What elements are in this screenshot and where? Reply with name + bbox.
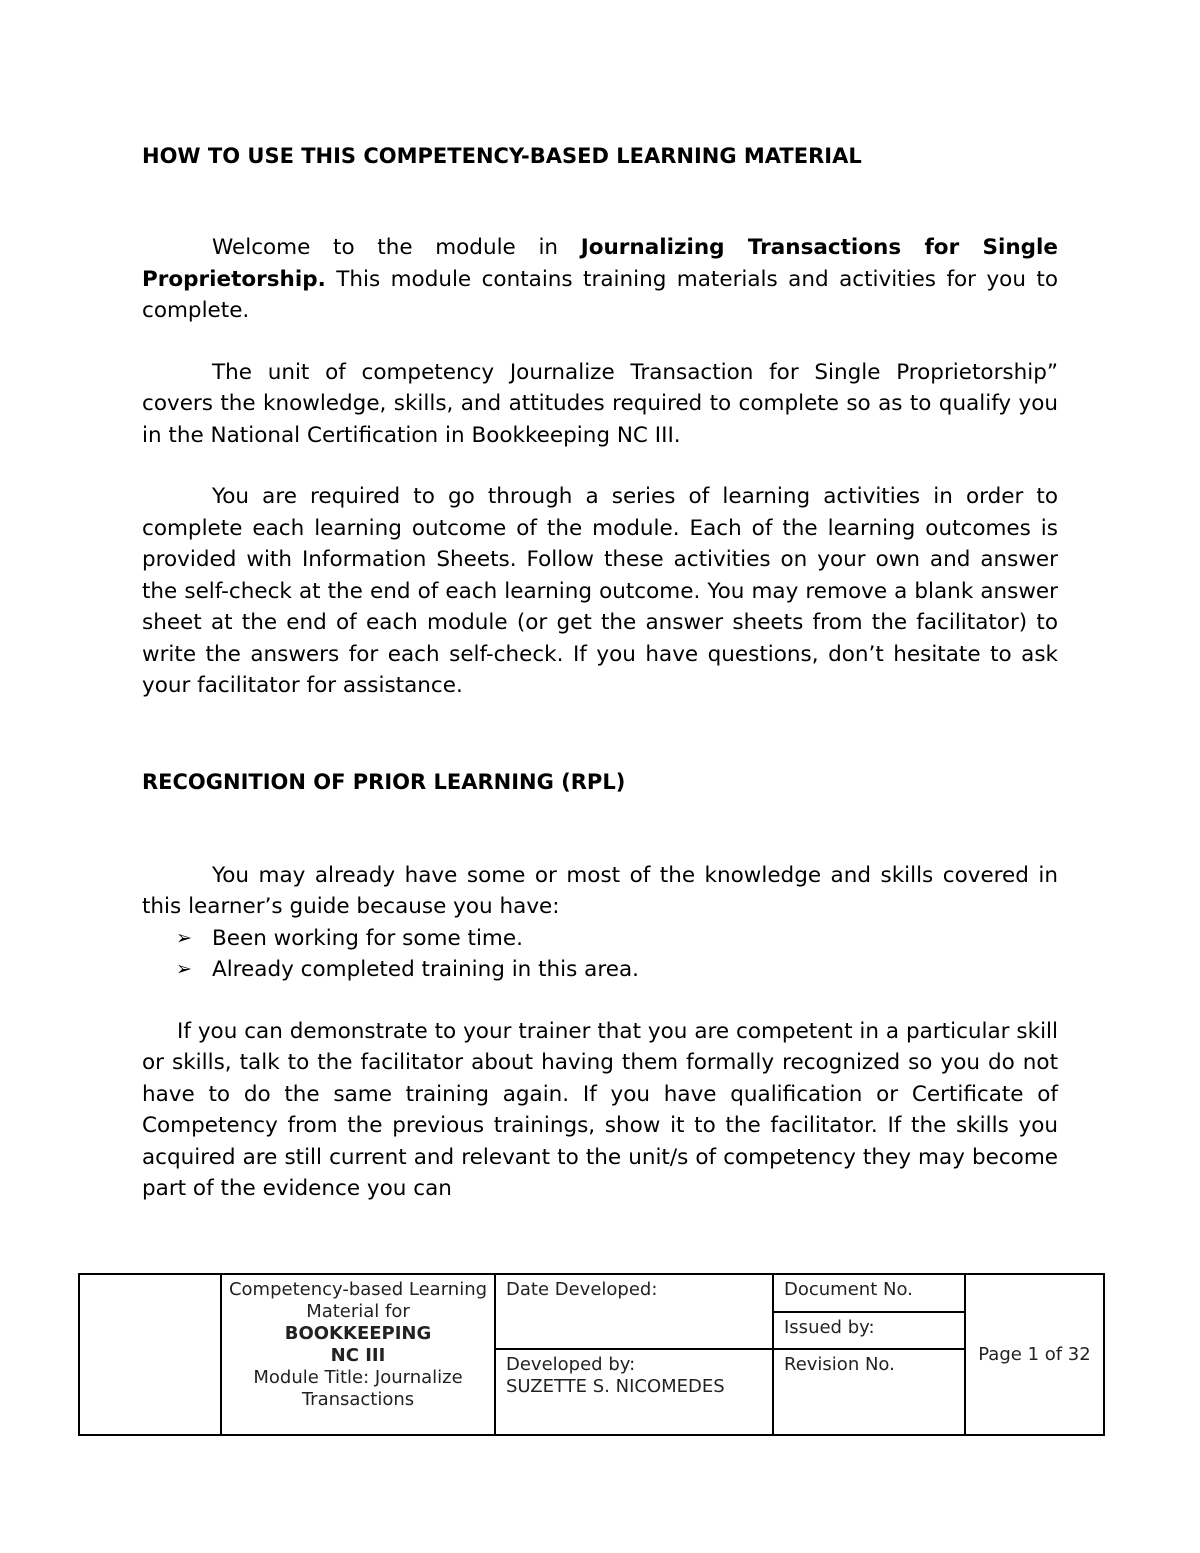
footer-revision-no: Revision No. — [773, 1349, 965, 1435]
footer-qualification: BOOKKEEPING — [284, 1323, 432, 1344]
arrow-bullet-icon: ➢ — [176, 926, 192, 949]
footer-level: NC III — [330, 1345, 386, 1366]
module-name: Journalizing Transactions for Single Proprietorship. — [142, 235, 1058, 292]
footer-developed-by-cell — [495, 1349, 773, 1435]
footer-logo-cell — [79, 1274, 221, 1435]
welcome-suffix: This module contains training materials and activities for you to complete. — [142, 266, 1058, 323]
paragraph-prior-knowledge: You may already have some or most of the knowledge and skills covered in this learner’s guide because you have: — [142, 862, 1058, 919]
list-item — [176, 954, 1058, 986]
bullet-list — [142, 923, 1058, 986]
document-footer-table — [78, 1273, 1105, 1436]
footer-date-developed: Date Developed: — [495, 1274, 773, 1349]
paragraph-learning-activities: You are required to go through a series of learning activities in order to complete each learning outcome of the module. Each of the learning outcomes is provided with Information Sheets. Follow these activities on your own and answer the self-check at the end of each learning outcome. You may remove a blank answer sheet at the end of each module (or get the answer sheets from the facilitator) to write the answers for each self-check. If you have questions, don’t hesitate to ask your facilitator for assistance. — [142, 484, 1058, 698]
footer-module-title: Module Title: Journalize Transactions — [253, 1367, 463, 1410]
paragraph-welcome — [142, 232, 1058, 327]
page-content — [142, 140, 1058, 1205]
welcome-prefix: Welcome to the module in — [212, 235, 581, 260]
footer-title-cell — [221, 1274, 495, 1435]
bullet-text: Already completed training in this area. — [212, 957, 639, 982]
footer-issued-by: Issued by: — [773, 1312, 965, 1349]
section-heading-how-to-use: HOW TO USE THIS COMPETENCY-BASED LEARNING MATERIAL — [142, 144, 862, 168]
list-item — [176, 923, 1058, 955]
section-heading-rpl: RECOGNITION OF PRIOR LEARNING (RPL) — [142, 769, 626, 794]
footer-developed-by-label: Developed by: — [506, 1354, 636, 1375]
paragraph-demonstrate-competence: If you can demonstrate to your trainer that you are competent in a particular skill or skills, talk to the facilitator about having them formally recognized so you do not have to do the same training again. If you have qualification or Certificate of Competency from the previous trainings, show it to the facilitator. If the skills you acquired are still current and relevant to the unit/s of competency they may become part of the evidence you can — [142, 1018, 1058, 1201]
footer-title-line: Competency-based Learning Material for — [228, 1279, 488, 1322]
paragraph-unit-of-competency: The unit of competency Journalize Transaction for Single Proprietorship” covers the knowledge, skills, and attitudes required to complete so as to qualify you in the National Certification in Bookkeeping NC III. — [142, 359, 1058, 448]
bullet-text: Been working for some time. — [212, 925, 523, 951]
footer-document-no: Document No. — [773, 1274, 965, 1312]
arrow-bullet-icon: ➢ — [176, 958, 192, 980]
footer-developer-name: SUZETTE S. NICOMEDES — [506, 1376, 725, 1397]
footer-page-number: Page 1 of 32 — [965, 1274, 1104, 1435]
